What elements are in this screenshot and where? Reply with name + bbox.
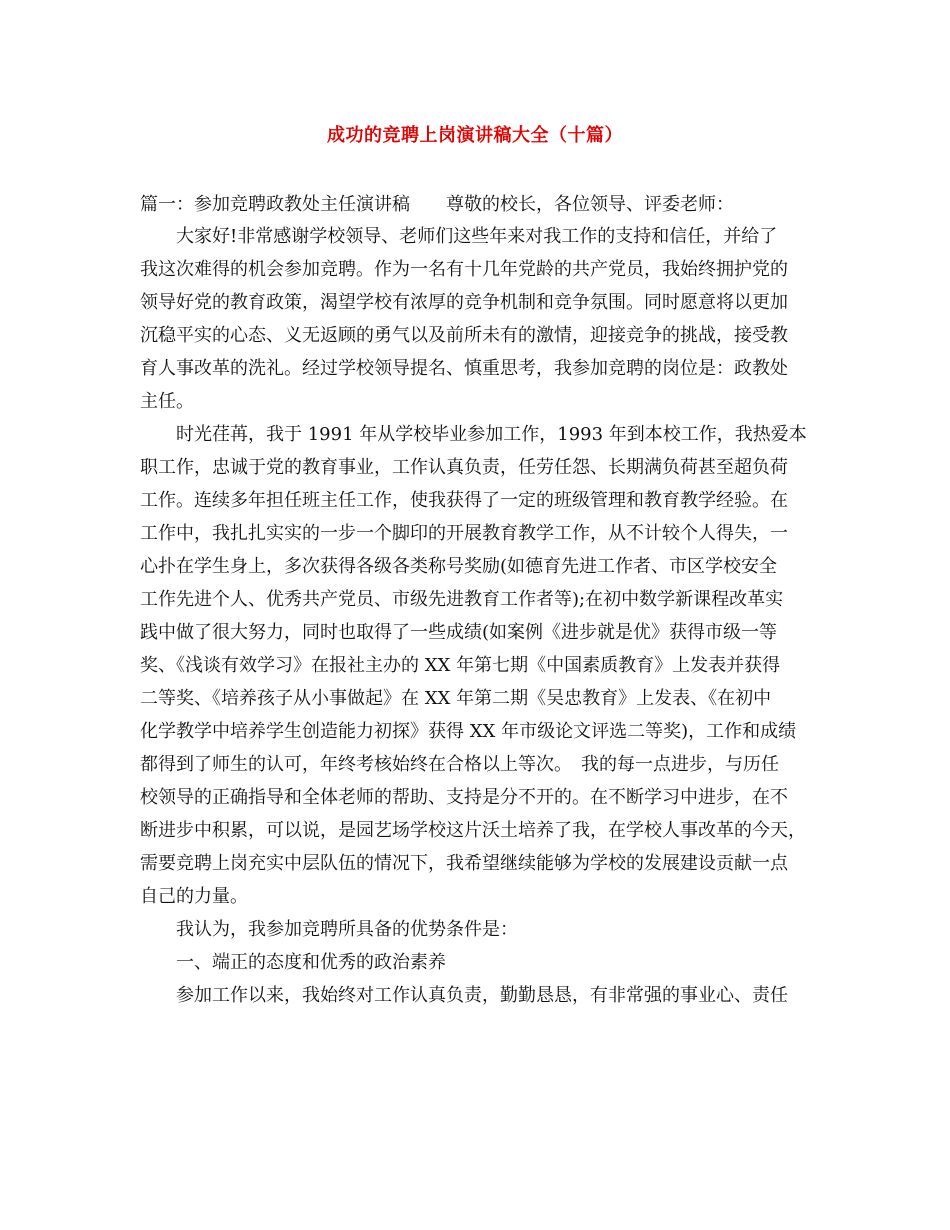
- paragraph-line: 断进步中积累，可以说，是园艺场学校这片沃土培养了我，在学校人事改革的今天，: [140, 820, 806, 841]
- paragraph-line: 主任。: [140, 391, 194, 412]
- paragraph-line: 工作。连续多年担任班主任工作，使我获得了一定的班级管理和教育教学经验。在: [140, 490, 788, 511]
- paragraph-line: 需要竞聘上岗充实中层队伍的情况下，我希望继续能够为学校的发展建设贡献一点: [140, 853, 788, 874]
- paragraph-line: 二等奖、《培养孩子从小事做起》在 XX 年第二期《吴忠教育》上发表、《在初中: [140, 688, 772, 709]
- paragraph-line: 育人事改革的洗礼。经过学校领导提名、慎重思考，我参加竞聘的岗位是：政教处: [140, 358, 788, 379]
- paragraph-line: 沉稳平实的心态、义无返顾的勇气以及前所未有的激情，迎接竞争的挑战，接受教: [140, 325, 788, 346]
- paragraph-line: 校领导的正确指导和全体老师的帮助、支持是分不开的。在不断学习中进步，在不: [140, 787, 788, 808]
- paragraph-line: 职工作，忠诚于党的教育事业，工作认真负责，任劳任怨、长期满负荷甚至超负荷: [140, 457, 788, 478]
- document-title: 成功的竞聘上岗演讲稿大全（十篇）: [327, 125, 623, 146]
- paragraph-line: 时光荏苒，我于 1991 年从学校毕业参加工作，1993 年到本校工作，我热爱本: [176, 424, 807, 445]
- paragraph-line: 践中做了很大努力，同时也取得了一些成绩(如案例《进步就是优》获得市级一等: [140, 622, 778, 643]
- document-body: [140, 190, 820, 1012]
- paragraph-line: 工作先进个人、优秀共产党员、市级先进教育工作者等);在初中数学新课程改革实: [140, 589, 784, 610]
- paragraph-line: 自己的力量。: [140, 886, 248, 907]
- paragraph-line: 都得到了师生的认可，年终考核始终在合格以上等次。 我的每一点进步，与历任: [140, 754, 779, 775]
- paragraph-line: 领导好党的教育政策，渴望学校有浓厚的竞争机制和竞争氛围。同时愿意将以更加: [140, 292, 788, 313]
- paragraph-line: 奖、《浅谈有效学习》在报社主办的 XX 年第七期《中国素质教育》上发表并获得: [140, 655, 781, 676]
- paragraph-line: 我这次难得的机会参加竞聘。作为一名有十几年党龄的共产党员，我始终拥护党的: [140, 259, 788, 280]
- subheading-line: 一、端正的态度和优秀的政治素养: [176, 952, 446, 973]
- paragraph-line: 工作中，我扎扎实实的一步一个脚印的开展教育教学工作，从不计较个人得失，一: [140, 523, 788, 544]
- paragraph-line: 我认为，我参加竞聘所具备的优势条件是：: [176, 919, 518, 940]
- paragraph-line: 参加工作以来，我始终对工作认真负责，勤勤恳恳，有非常强的事业心、责任: [176, 985, 788, 1006]
- section-heading-line: 篇一：参加竞聘政教处主任演讲稿 尊敬的校长，各位领导、评委老师：: [140, 194, 734, 215]
- paragraph-line: 大家好!非常感谢学校领导、老师们这些年来对我工作的支持和信任，并给了: [176, 226, 778, 247]
- paragraph-line: 化学教学中培养学生创造能力初探》获得 XX 年市级论文评选二等奖)，工作和成绩: [140, 721, 797, 742]
- paragraph-line: 心扑在学生身上，多次获得各级各类称号奖励(如德育先进工作者、市区学校安全: [140, 556, 778, 577]
